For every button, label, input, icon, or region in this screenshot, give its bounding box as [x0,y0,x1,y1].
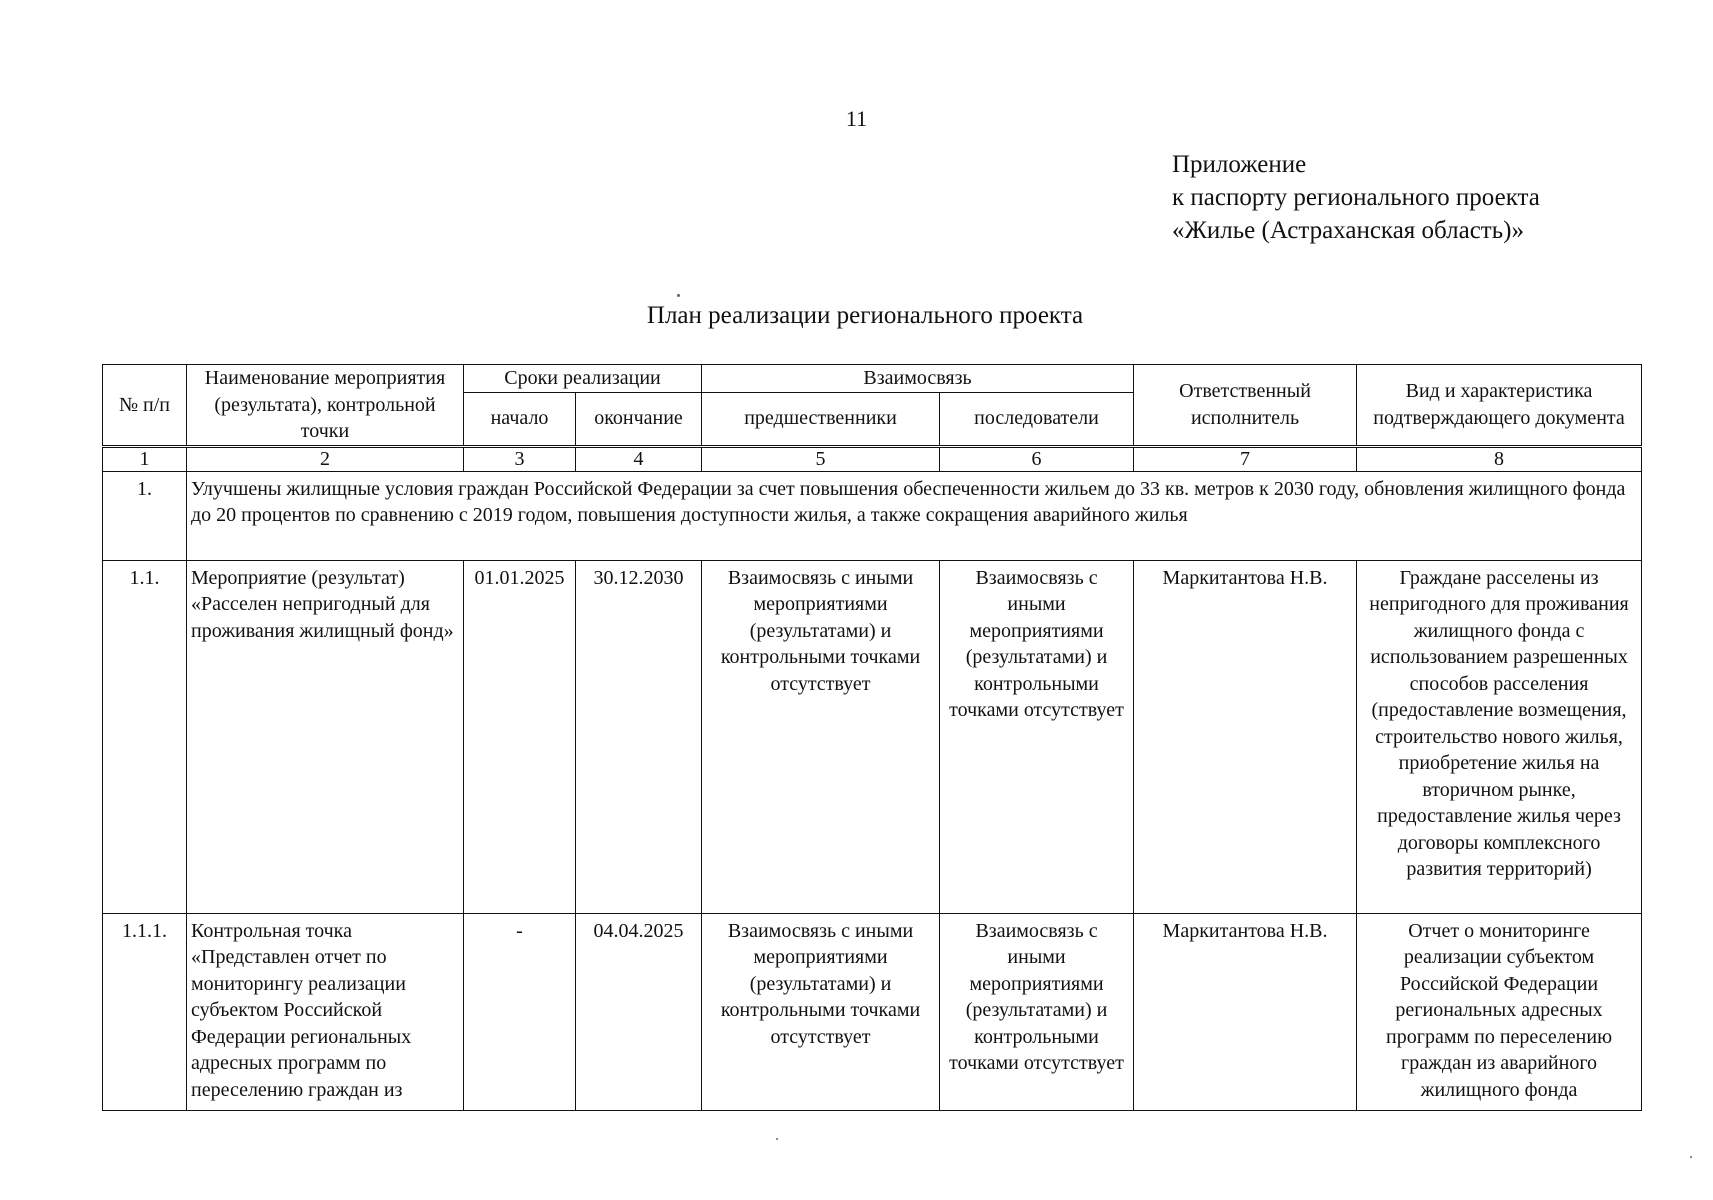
column-number: 1 [103,446,187,471]
table-row [103,560,1642,913]
row-start-date: - [464,913,576,1110]
row-number: 1.1. [103,560,187,913]
row-successors: Взаимосвязь с иными мероприятиями (результатами) и контрольными точками отсутствует [940,913,1134,1110]
table-row [103,913,1642,1110]
column-number: 5 [702,446,940,471]
column-number: 2 [187,446,464,471]
scan-speck [1690,1156,1692,1158]
page-number: 11 [845,106,868,131]
header-responsible: Ответственный исполнитель [1134,365,1357,447]
scan-speck [677,294,680,297]
column-number-row [103,446,1642,471]
appendix-line-3: «Жилье (Астраханская область)» [1172,217,1524,244]
header-predecessors: предшественники [702,392,940,446]
header-name: Наименование мероприятия (результата), контрольной точки [187,365,464,447]
row-predecessors: Взаимосвязь с иными мероприятиями (результатами) и контрольными точками отсутствует [702,913,940,1110]
row-name: Контрольная точка «Представлен отчет по мониторингу реализации субъектом Российской Федерации региональных адресных программ по переселению граждан из [187,913,464,1110]
row-document: Отчет о мониторинге реализации субъектом Российской Федерации региональных адресных программ по переселению граждан из аварийного жилищного фонда [1357,913,1642,1110]
document-title: План реализации регионального проекта [646,302,1084,329]
plan-table [102,364,1642,1111]
header-document: Вид и характеристика подтверждающего документа [1357,365,1642,447]
header-end: окончание [576,392,702,446]
header-successors: последователи [940,392,1134,446]
row-name: Мероприятие (результат) «Расселен непригодный для проживания жилищный фонд» [187,560,464,913]
appendix-line-1: Приложение [1172,151,1307,178]
column-number: 3 [464,446,576,471]
row-start-date: 01.01.2025 [464,560,576,913]
scan-speck [776,1138,778,1140]
column-number: 8 [1357,446,1642,471]
row-document: Граждане расселены из непригодного для проживания жилищного фонда с использованием разрешенных способов расселения (предоставление возмещения, строительство нового жилья, приобретение жилья на вторичном рынке, предоставление жилья через договоры комплексного развития территорий) [1357,560,1642,913]
column-number: 4 [576,446,702,471]
header-terms: Сроки реализации [464,365,702,393]
row-responsible: Маркитантова Н.В. [1134,913,1357,1110]
column-number: 6 [940,446,1134,471]
row-responsible: Маркитантова Н.В. [1134,560,1357,913]
header-link: Взаимосвязь [702,365,1134,393]
section-text: Улучшены жилищные условия граждан Российской Федерации за счет повышения обеспеченности жильем до 33 кв. метров к 2030 году, обновления жилищного фонда до 20 процентов по сравнению с 2019 годом, повышения доступности жилья, а также сокращения аварийного жилья [187,471,1642,560]
row-predecessors: Взаимосвязь с иными мероприятиями (результатами) и контрольными точками отсутствует [702,560,940,913]
section-number: 1. [103,471,187,560]
row-number: 1.1.1. [103,913,187,1110]
row-end-date: 30.12.2030 [576,560,702,913]
header-num: № п/п [103,365,187,447]
header-row-1 [103,365,1642,393]
appendix-line-2: к паспорту регионального проекта [1172,184,1540,211]
header-start: начало [464,392,576,446]
row-end-date: 04.04.2025 [576,913,702,1110]
appendix-caption [1172,148,1540,247]
column-number: 7 [1134,446,1357,471]
section-row [103,471,1642,560]
row-successors: Взаимосвязь с иными мероприятиями (результатами) и контрольными точками отсутствует [940,560,1134,913]
